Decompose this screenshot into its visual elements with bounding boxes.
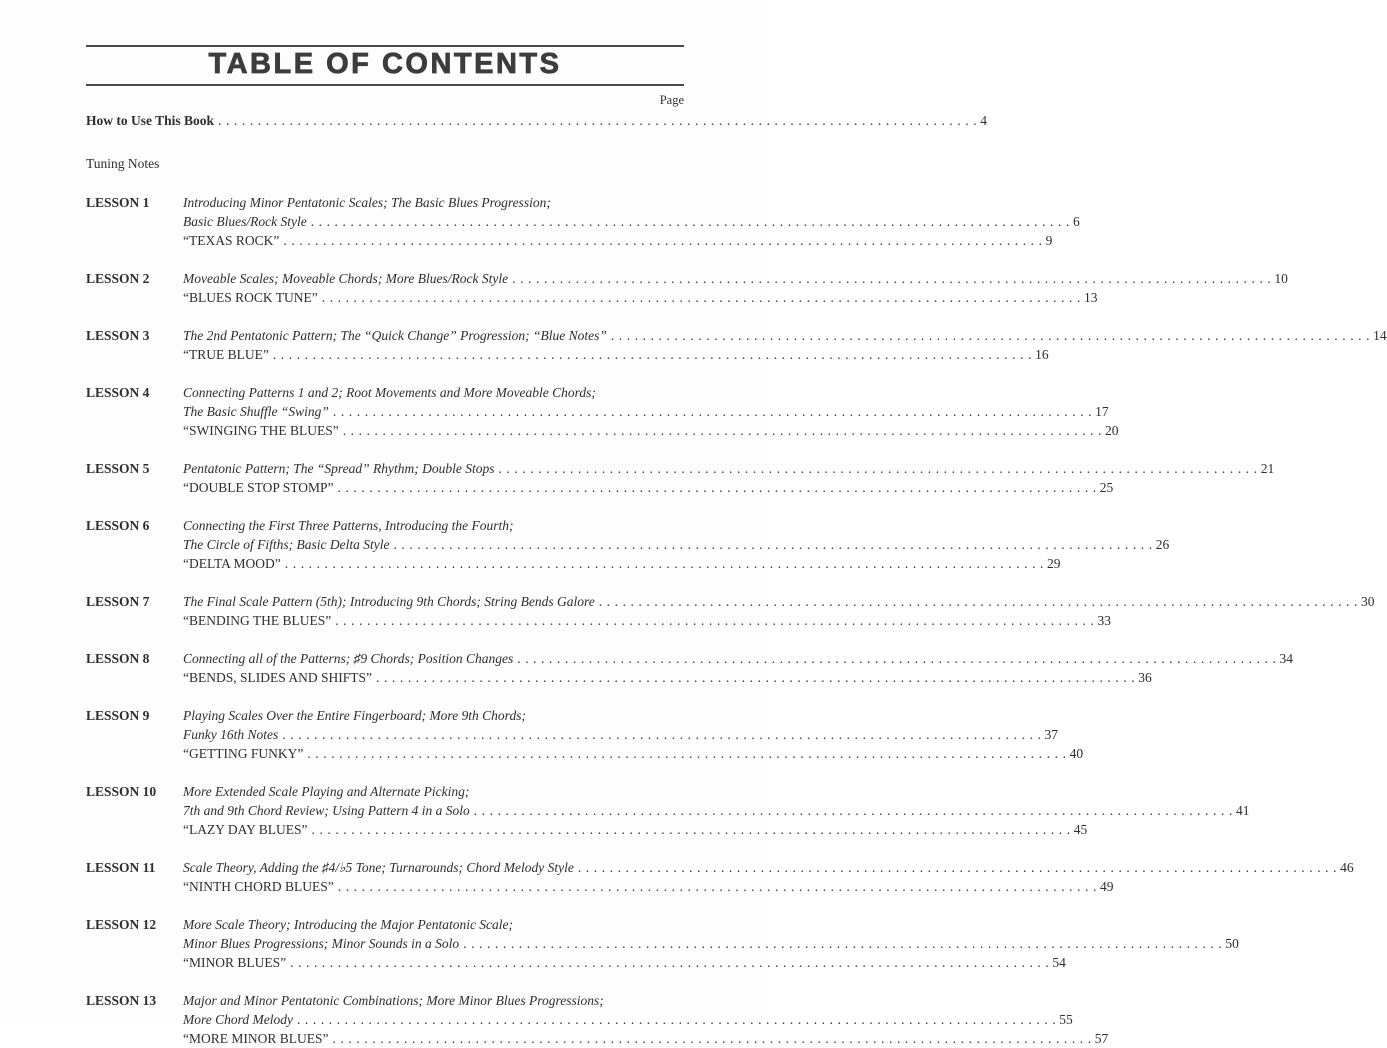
entry-text: “MINOR BLUES” (183, 955, 287, 970)
toc-line (183, 820, 1088, 839)
dot-leader (338, 478, 1097, 497)
toc-line (183, 402, 1109, 421)
toc-content (86, 45, 1387, 1048)
page-number: 17 (1095, 404, 1109, 419)
entry-text: Tuning Notes (86, 156, 160, 171)
lesson-label: LESSON 8 (86, 651, 150, 666)
toc-lesson-entry (86, 858, 1354, 896)
entry-text: More Scale Theory; Introducing the Major Pentatonic Scale; (183, 917, 514, 932)
page-number: 41 (1235, 803, 1250, 818)
dot-leader (498, 459, 1257, 478)
page-number: 14 (1373, 328, 1387, 343)
entry-text: “GETTING FUNKY” (183, 746, 304, 761)
entry-text: Playing Scales Over the Entire Fingerboard; More 9th Chords; (183, 708, 526, 723)
dot-leader (311, 212, 1070, 231)
dot-leader (611, 326, 1370, 345)
lesson-lines (183, 383, 1119, 440)
dot-leader (333, 1029, 1092, 1048)
toc-line (183, 611, 1111, 630)
lesson-lines (183, 193, 1080, 250)
lesson-lines (183, 915, 1239, 972)
page-number: 54 (1052, 955, 1066, 970)
page-number: 37 (1044, 727, 1058, 742)
page-number: 45 (1073, 822, 1088, 837)
entry-text: Basic Blues/Rock Style (183, 214, 307, 229)
toc-header (86, 45, 684, 86)
dot-leader (290, 953, 1049, 972)
page-number: 30 (1360, 594, 1375, 609)
page-number: 57 (1094, 1031, 1109, 1046)
entry-text: How to Use This Book (86, 113, 215, 128)
toc-line (183, 744, 1084, 763)
entry-text: The Final Scale Pattern (5th); Introducing 9th Chords; String Bends Galore (183, 594, 595, 609)
toc-line (183, 649, 1293, 668)
entry-text: Funky 16th Notes (183, 727, 279, 742)
page-number: 36 (1138, 670, 1152, 685)
toc-line (183, 953, 1066, 972)
toc-lesson-entry (86, 991, 1109, 1048)
toc-lesson-entry (86, 706, 1084, 763)
toc-line (183, 668, 1152, 687)
toc-line (183, 858, 1354, 877)
lesson-label: LESSON 9 (86, 708, 150, 723)
dot-leader (343, 421, 1102, 440)
dot-leader (338, 877, 1097, 896)
lesson-label: LESSON 13 (86, 993, 157, 1008)
lesson-label: LESSON 4 (86, 385, 150, 400)
page-number: 21 (1260, 461, 1275, 476)
page-number: 10 (1274, 271, 1288, 286)
page-number: 25 (1099, 480, 1114, 495)
lesson-lines (183, 706, 1084, 763)
entry-text: Minor Blues Progressions; Minor Sounds in a Solo (183, 936, 460, 951)
toc-line (183, 934, 1239, 953)
toc-line (183, 269, 1288, 288)
lesson-lines (183, 459, 1275, 497)
toc-line (183, 592, 1375, 611)
page-number: 55 (1059, 1012, 1073, 1027)
toc-lesson-entry (86, 592, 1375, 630)
entry-text: The Basic Shuffle “Swing” (183, 404, 329, 419)
lesson-label: LESSON 10 (86, 784, 157, 799)
page-number: 46 (1340, 860, 1354, 875)
entry-text: Moveable Scales; Moveable Chords; More Blues/Rock Style (183, 271, 509, 286)
toc-lesson-entry (86, 459, 1275, 497)
lesson-lines (183, 592, 1375, 630)
dot-leader (376, 668, 1135, 687)
page-number: 4 (980, 113, 988, 128)
dot-leader (599, 592, 1358, 611)
toc-lesson-entry (86, 649, 1293, 687)
dot-leader (463, 934, 1222, 953)
toc-line (183, 801, 1250, 820)
page-number: 13 (1083, 290, 1098, 305)
dot-leader (335, 611, 1094, 630)
toc-line (183, 421, 1119, 440)
toc-lesson-entry (86, 326, 1387, 364)
entry-text: “TEXAS ROCK” (183, 233, 280, 248)
dot-leader (285, 554, 1044, 573)
toc-line (183, 326, 1387, 345)
toc-line (183, 1010, 1073, 1029)
entry-text: More Extended Scale Playing and Alternate Picking; (183, 784, 470, 799)
entry-text: Major and Minor Pentatonic Combinations; More Minor Blues Progressions; (183, 993, 604, 1008)
entry-text: Connecting all of the Patterns; ♯9 Chords; Position Changes (183, 651, 514, 666)
entry-text: Scale Theory, Adding the ♯4/♭5 Tone; Turnarounds; Chord Melody Style (183, 860, 574, 875)
toc-entry-how-to-use (86, 111, 988, 130)
toc-line (183, 535, 1170, 554)
toc-line (183, 1029, 1109, 1048)
entry-text: Pentatonic Pattern; The “Spread” Rhythm; Double Stops (183, 461, 495, 476)
dot-leader (283, 231, 1042, 250)
toc-lesson-entry (86, 915, 1239, 972)
page-title: TABLE OF CONTENTS (208, 48, 562, 80)
page-number: 20 (1104, 423, 1119, 438)
page-number: 26 (1155, 537, 1170, 552)
toc-line (183, 459, 1275, 478)
dot-leader (512, 269, 1271, 288)
entry-text: The 2nd Pentatonic Pattern; The “Quick Change” Progression; “Blue Notes” (183, 328, 607, 343)
toc-line (183, 554, 1061, 573)
lesson-lines (183, 782, 1250, 839)
page-number: 33 (1097, 613, 1111, 628)
lesson-label: LESSON 1 (86, 195, 150, 210)
page-number: 29 (1047, 556, 1061, 571)
dot-leader (307, 744, 1066, 763)
entry-text: Connecting Patterns 1 and 2; Root Movements and More Moveable Chords; (183, 385, 596, 400)
toc-line (183, 478, 1114, 497)
toc-line (183, 231, 1053, 250)
dot-leader (297, 1010, 1056, 1029)
toc-line (183, 706, 684, 725)
toc-line (183, 212, 1080, 231)
page-number: 16 (1035, 347, 1049, 362)
dot-leader (578, 858, 1337, 877)
toc-lesson-entry (86, 516, 1170, 573)
toc-line (183, 288, 1098, 307)
page-column-label: Page (659, 93, 684, 107)
lessons-list (86, 193, 1387, 1048)
entry-text: “SWINGING THE BLUES” (183, 423, 339, 438)
lesson-label: LESSON 2 (86, 271, 150, 286)
toc-lesson-entry (86, 782, 1250, 839)
dot-leader (282, 725, 1041, 744)
toc-line (183, 516, 684, 535)
toc-entry-tuning-notes (86, 154, 684, 173)
dot-leader (517, 649, 1276, 668)
page-number: 6 (1072, 214, 1080, 229)
lesson-lines (183, 649, 1293, 687)
page-number: 34 (1279, 651, 1293, 666)
entry-text: “LAZY DAY BLUES” (183, 822, 308, 837)
entry-text: More Chord Melody (183, 1012, 293, 1027)
entry-text: The Circle of Fifths; Basic Delta Style (183, 537, 390, 552)
dot-leader (312, 820, 1071, 839)
entry-text: “BENDS, SLIDES AND SHIFTS” (183, 670, 373, 685)
entry-text: “DOUBLE STOP STOMP” (183, 480, 334, 495)
dot-leader (322, 288, 1081, 307)
dot-leader (393, 535, 1152, 554)
entry-text: Connecting the First Three Patterns, Introducing the Fourth; (183, 518, 514, 533)
entry-text: Introducing Minor Pentatonic Scales; The Basic Blues Progression; (183, 195, 551, 210)
dot-leader (333, 402, 1092, 421)
page-number: 40 (1069, 746, 1084, 761)
toc-line (183, 345, 1049, 364)
toc-lesson-entry (86, 383, 1119, 440)
toc-line (183, 193, 684, 212)
page-number: 49 (1099, 879, 1114, 894)
entry-text: 7th and 9th Chord Review; Using Pattern 4 in a Solo (183, 803, 470, 818)
toc-lesson-entry (86, 193, 1080, 250)
lesson-label: LESSON 7 (86, 594, 150, 609)
lesson-label: LESSON 5 (86, 461, 150, 476)
page-number: 50 (1225, 936, 1239, 951)
lesson-label: LESSON 12 (86, 917, 157, 932)
entry-text: “NINTH CHORD BLUES” (183, 879, 334, 894)
dot-leader (273, 345, 1032, 364)
toc-line (183, 782, 684, 801)
toc-line (183, 725, 1058, 744)
lesson-lines (183, 269, 1288, 307)
page-number: 9 (1045, 233, 1053, 248)
toc-line (183, 383, 684, 402)
dot-leader (474, 801, 1233, 820)
lesson-lines (183, 516, 1170, 573)
dot-leader (218, 111, 977, 130)
toc-line (183, 915, 684, 934)
entry-text: “DELTA MOOD” (183, 556, 281, 571)
lesson-lines (183, 858, 1354, 896)
toc-line (183, 877, 1114, 896)
lesson-lines (183, 326, 1387, 364)
entry-text: “BENDING THE BLUES” (183, 613, 332, 628)
lesson-lines (183, 991, 1109, 1048)
entry-text: “TRUE BLUE” (183, 347, 269, 362)
entry-text: “BLUES ROCK TUNE” (183, 290, 318, 305)
entry-text: “MORE MINOR BLUES” (183, 1031, 329, 1046)
lesson-label: LESSON 11 (86, 860, 156, 875)
lesson-label: LESSON 6 (86, 518, 150, 533)
toc-line (183, 991, 684, 1010)
toc-lesson-entry (86, 269, 1288, 307)
lesson-label: LESSON 3 (86, 328, 150, 343)
